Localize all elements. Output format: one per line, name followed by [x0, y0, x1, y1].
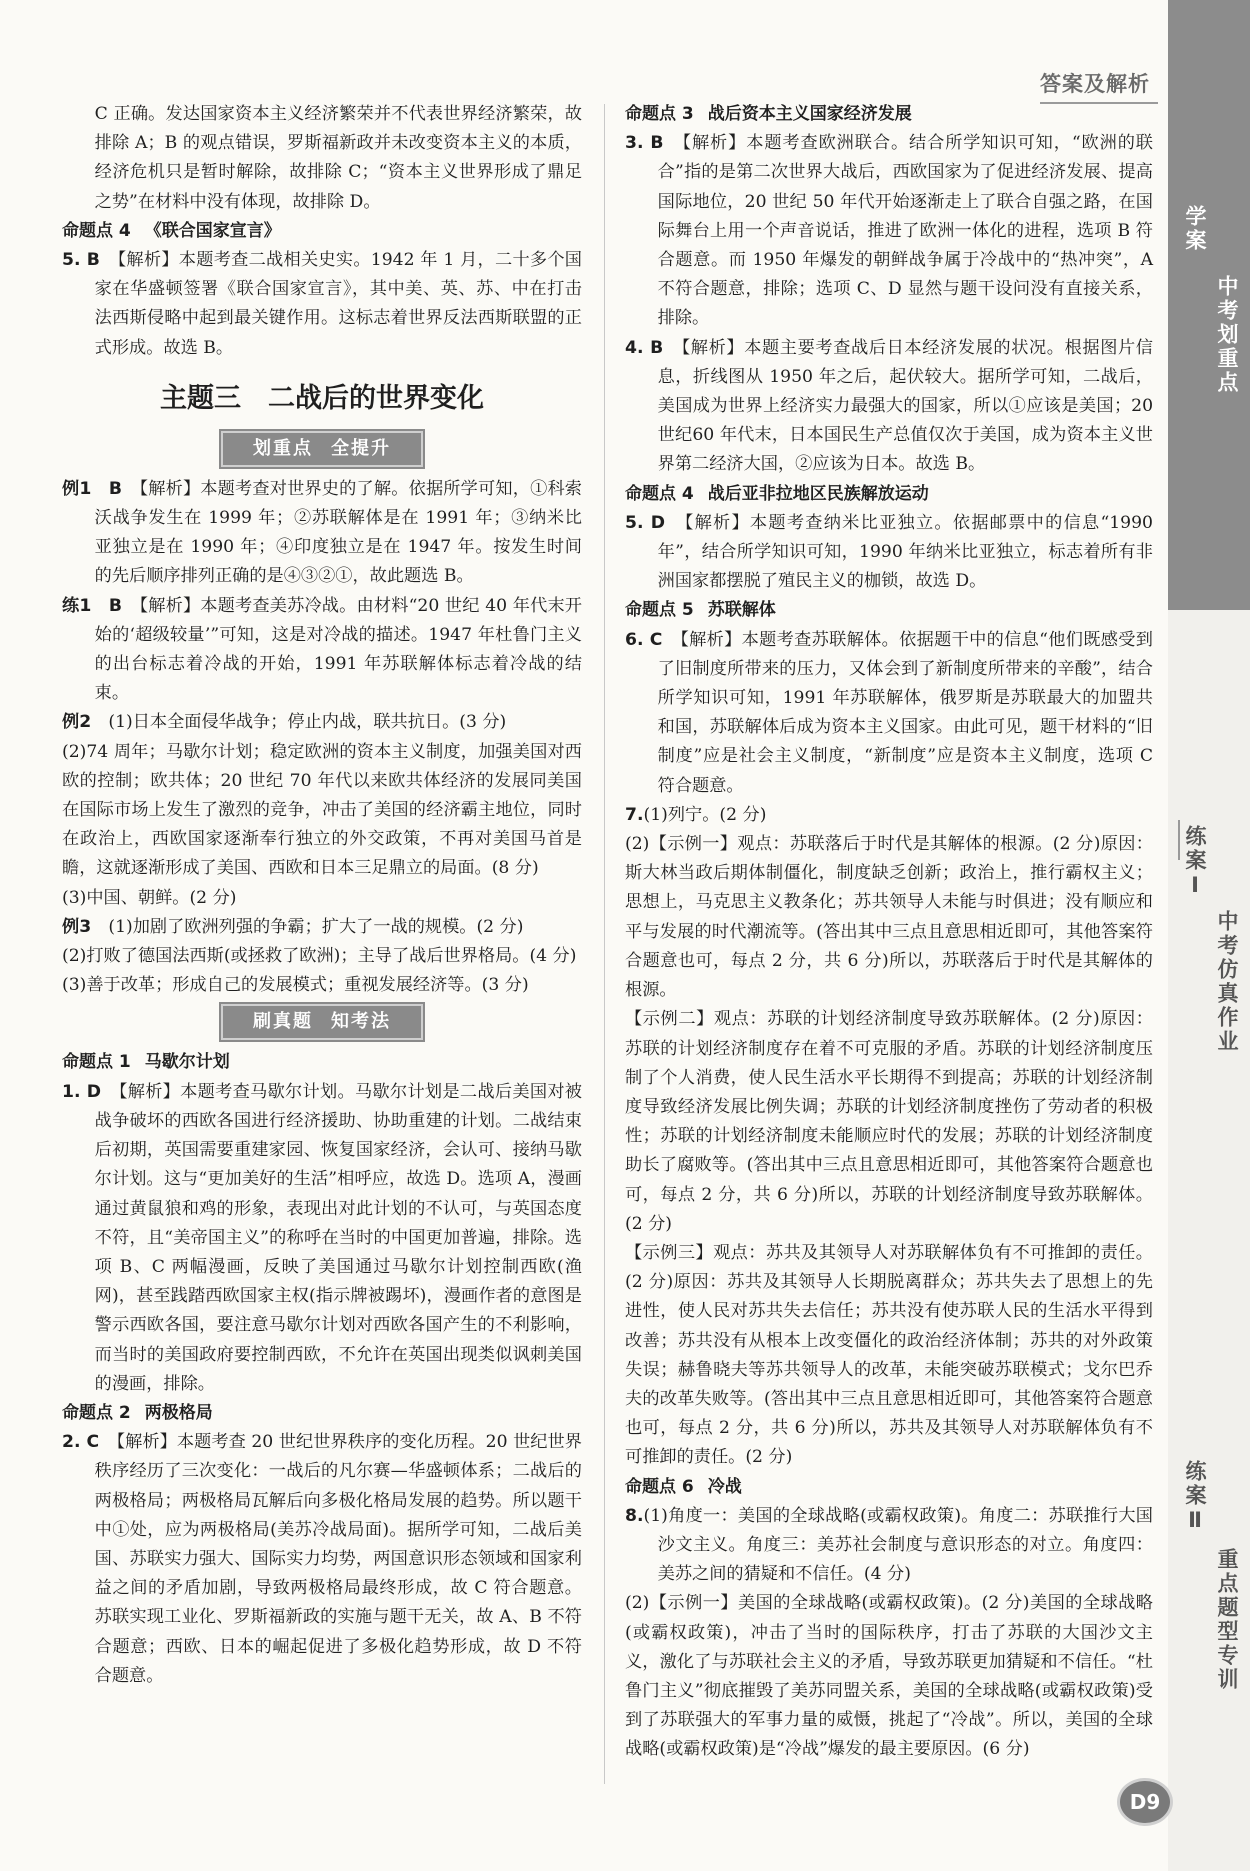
question-number: 练1 B [62, 595, 122, 616]
section-label: 命题点 2 [62, 1402, 131, 1423]
section-heading [625, 1473, 1153, 1502]
question-number: 4. B [625, 337, 664, 358]
side-tab-sublabel: 中考划重点 [1215, 275, 1239, 395]
answer-text: 【解析】本题考查二战相关史实。1942 年 1 月，二十多个国家在华盛顿签署《联合国家宣言》，其中美、英、苏、中在打击法西斯侵略中起到最关键作用。这标志着世界反法西斯联盟的正式形成。故选 B。 [94, 250, 582, 358]
section-label: 命题点 4 [625, 483, 694, 504]
answer-text: 【解析】本题考查欧洲联合。结合所学知识可知，“欧洲的联合”指的是第二次世界大战后，西欧国家为了促进经济发展、提高国际地位，20 世纪 50 年代开始逐渐走上了联合自强之路，在国际舞台上用一个声音说话，推进了欧洲一体化的进程，选项 B 符合题意。而 1950 年爆发的朝鲜战争属于冷战中的“热冲突”，A 不符合题意，排除；选项 C、D 显然与题干设问没有直接关系，排除。 [657, 133, 1153, 329]
section-banner [62, 1004, 582, 1044]
side-tab-label: 学案 [1183, 205, 1207, 253]
side-tabs [1168, 0, 1250, 1871]
section-heading [62, 1048, 582, 1077]
answer-item [62, 913, 582, 942]
question-number: 2. C [62, 1432, 100, 1453]
answer-item [625, 1502, 1153, 1590]
column-divider [604, 104, 605, 1784]
answer-part: (2)74 周年；马歇尔计划；稳定欧洲的资本主义制度，加强美国对西欧的控制；欧共体；20 世纪 70 年代以来欧共体经济的发展同美国在国际市场上发生了激烈的竞争，冲击了美国的经济霸主地位，同时在政治上，西欧国家逐渐奉行独立的外交政策，不再对美国马首是瞻，这就逐渐形成了美国、西欧和日本三足鼎立的局面。(8 分) [62, 741, 582, 879]
section-title: 冷战 [707, 1476, 742, 1497]
answer-part: (2)【示例一】观点：苏联落后于时代是其解体的根源。(2 分)原因：斯大林当政后期体制僵化，制度缺乏创新；政治上，推行霸权主义；思想上，马克思主义教条化；苏共领导人未能与时俱进；没有顺应和平与发展的时代潮流等。(答出其中三点且意思相近即可，其他答案符合题意也可，每点 2 分，共 6 分)所以，苏联落后于时代是其解体的根源。 [625, 834, 1153, 1001]
intro-paragraph: C 正确。发达国家资本主义经济繁荣并不代表世界经济繁荣，故排除 A；B 的观点错误，罗斯福新政并未改变资本主义的本质，经济危机只是暂时解除，故排除 C；“资本主义世界形成了鼎足之势”在材料中没有体现，故排除 D。 [94, 104, 582, 212]
section-title: 战后亚非拉地区民族解放运动 [707, 483, 929, 504]
theme-title: 主题三 二战后的世界变化 [160, 382, 484, 414]
answer-text: 【解析】本题主要考查战后日本经济发展的状况。根据图片信息，折线图从 1950 年之后，起伏较大。据所学可知，二战后，美国成为世界上经济实力最强大的国家，所以①应该是美国；20 世纪60 年代末，日本国民生产总值仅次于美国，成为资本主义世界第二经济大国，②应该为日本。故选 B。 [657, 337, 1153, 475]
answer-item [625, 801, 1153, 830]
section-label: 命题点 5 [625, 600, 694, 621]
banner-text: 全提升 [331, 437, 391, 459]
header-title: 答案及解析 [1040, 72, 1150, 96]
section-heading [62, 1399, 582, 1428]
answer-text: 【解析】本题考查美苏冷战。由材料“20 世纪 40 年代末开始的‘超级较量’”可知，这是对冷战的描述。1947 年杜鲁门主义的出台标志着冷战的开始，1991 年苏联解体标志着冷战的结束。 [94, 595, 582, 704]
section-title: 《联合国家宣言》 [144, 220, 281, 241]
answer-text: (1)加剧了欧洲列强的争霸；扩大了一战的规模。(2 分) [108, 916, 524, 937]
answer-text: (1)日本全面侵华战争；停止内战，联共抗日。(3 分) [108, 712, 507, 733]
question-number: 例3 [62, 916, 92, 937]
answer-item [62, 1078, 582, 1399]
section-title: 苏联解体 [707, 600, 776, 621]
answer-text: 【解析】本题考查苏联解体。依据题干中的信息“他们既感受到了旧制度所带来的压力，又体会到了新制度所带来的辛酸”，结合所学知识可知，1991 年苏联解体，俄罗斯是苏联最大的加盟共和国，苏联解体后成为资本主义国家。由此可见，题干材料的“旧制度”应是社会主义制度，“新制度”应是资本主义制度，选项 C 符合题意。 [657, 629, 1153, 796]
answer-part: (3)中国、朝鲜。(2 分) [62, 887, 237, 908]
section-label: 命题点 4 [62, 220, 131, 241]
banner-text: 知考法 [331, 1011, 391, 1033]
answer-part: (3)善于改革；形成自己的发展模式；重视发展经济等。(3 分) [62, 975, 529, 996]
answer-item [625, 626, 1153, 801]
side-tab-label: 练案Ⅰ [1183, 825, 1207, 900]
side-tab-sublabel: 重点题型专训 [1215, 1548, 1239, 1692]
section-heading [625, 596, 1153, 625]
answer-item [625, 509, 1153, 597]
section-title: 两极格局 [144, 1402, 213, 1423]
left-column [62, 100, 582, 1691]
question-number: 1. D [62, 1081, 102, 1102]
answer-part: 【示例二】观点：苏联的计划经济制度导致苏联解体。(2 分)原因：苏联的计划经济制度存在着不可克服的矛盾。苏联的计划经济制度压制了个人消费，使人民生活水平长期得不到提高；苏联的计划经济制度导致经济发展比例失调；苏联的计划经济制度挫伤了劳动者的积极性；苏联的计划经济制度未能顺应时代的发展；苏联的计划经济制度助长了腐败等。(答出其中三点且意思相近即可，其他答案符合题意也可，每点 2 分，共 6 分)所以，苏联的计划经济制度导致苏联解体。(2 分) [625, 1009, 1153, 1234]
answer-part: 【示例三】观点：苏共及其领导人对苏联解体负有不可推卸的责任。(2 分)原因：苏共及其领导人长期脱离群众；苏共失去了思想上的先进性，使人民对苏共失去信任；苏共没有使苏联人民的生活水平得到改善；苏共没有从根本上改变僵化的政治经济体制；苏共的对外政策失误；赫鲁晓夫等苏共领导人的改革，未能突破苏联模式；戈尔巴乔夫的改革失败等。(答出其中三点且意思相近即可，其他答案符合题意也可，每点 2 分，共 6 分)所以，苏共及其领导人对苏联解体负有不可推卸的责任。(2 分) [625, 1242, 1153, 1468]
question-number: 3. B [625, 133, 664, 154]
section-label: 命题点 3 [625, 104, 694, 124]
answer-item [62, 475, 582, 592]
answer-text: 【解析】本题考查对世界史的了解。依据所学可知，①科索沃战争发生在 1999 年；②苏联解体是在 1991 年；③纳米比亚独立是在 1990 年；④印度独立是在 1947 年。按发生时间的先后顺序排列正确的是④③②①，故此题选 B。 [94, 478, 582, 587]
question-number: 例2 [62, 712, 92, 733]
page-number: D9 [1120, 1781, 1170, 1823]
section-heading [62, 217, 582, 246]
answer-item [62, 1428, 582, 1691]
banner-text: 划重点 [253, 437, 313, 459]
answer-text: 【解析】本题考查马歇尔计划。马歇尔计划是二战后美国对被战争破坏的西欧各国进行经济援助、协助重建的计划。二战结束后初期，英国需要重建家园、恢复国家经济，会认可、接纳马歇尔计划。这与“更加美好的生活”相呼应，故选 D。选项 A，漫画通过黄鼠狼和鸡的形象，表现出对此计划的不认可，与英国态度不符，且“美帝国主义”的称呼在当时的中国更加普遍，排除。选项 B、C 两幅漫画，反映了美国通过马歇尔计划控制西欧(渔网)，甚至践踏西欧国家主权(指示牌被踢坏)，漫画作者的意图是警示西欧各国，要注意马歇尔计划对西欧各国产生的不利影响，而当时的美国政府要控制西欧，不允许在英国出现类似讽刺美国的漫画，排除。 [94, 1081, 582, 1394]
section-label: 命题点 1 [62, 1052, 131, 1073]
side-tab-sublabel: 中考仿真作业 [1215, 910, 1239, 1054]
question-number: 7. [625, 804, 644, 825]
answer-item [62, 592, 582, 709]
answer-text: (1)列宁。(2 分) [643, 804, 767, 825]
section-heading [625, 480, 1153, 509]
question-number: 5. B [62, 250, 100, 271]
question-number: 例1 B [62, 478, 122, 499]
question-number: 5. D [625, 512, 666, 533]
right-column [625, 100, 1153, 1765]
answer-item [625, 129, 1153, 333]
question-number: 6. C [625, 629, 663, 650]
question-number: 8. [625, 1505, 644, 1526]
answer-part: (2)【示例一】美国的全球战略(或霸权政策)。(2 分)美国的全球战略(或霸权政策)，冲击了当时的国际秩序，打击了苏联的大国沙文主义，激化了与苏联社会主义的矛盾，导致苏联更加猜疑和不信任。“杜鲁门主义”彻底摧毁了美苏同盟关系，美国的全球战略(或霸权政策)受到了苏联强大的军事力量的威慑，挑起了“冷战”。所以，美国的全球战略(或霸权政策)是“冷战”爆发的最主要原因。(6 分) [625, 1593, 1153, 1760]
answer-text: 【解析】本题考查 20 世纪世界秩序的变化历程。20 世纪世界秩序经历了三次变化：一战后的凡尔赛—华盛顿体系；二战后的两极格局；两极格局瓦解后向多极化格局发展的趋势。所以题干中①处，应为两极格局(美苏冷战局面)。据所学可知，二战后美国、苏联实力强大、国际实力均势，两国意识形态领域和国家利益之间的矛盾加剧，导致两极格局最终形成，故 C 符合题意。苏联实现工业化、罗斯福新政的实施与题干无关，故 A、B 不符合题意；西欧、日本的崛起促进了多极化趋势形成，故 D 不符合题意。 [94, 1432, 582, 1686]
answer-part: (2)打败了德国法西斯(或拯救了欧洲)；主导了战后世界格局。(4 分) [62, 946, 577, 967]
answer-item [625, 334, 1153, 480]
section-label: 命题点 6 [625, 1476, 694, 1497]
banner-text: 刷真题 [253, 1011, 313, 1033]
section-title: 马歇尔计划 [144, 1052, 230, 1073]
section-heading [625, 100, 1153, 129]
section-title: 战后资本主义国家经济发展 [707, 104, 912, 124]
section-banner [62, 431, 582, 471]
answer-item [62, 708, 582, 737]
answer-text: (1)角度一：美国的全球战略(或霸权政策)。角度二：苏联推行大国沙文主义。角度三：美苏社会制度与意识形态的对立。角度四：美苏之间的猜疑和不信任。(4 分) [643, 1505, 1153, 1585]
answer-item [62, 246, 582, 363]
side-tab-label: 练案Ⅱ [1183, 1460, 1207, 1535]
answer-text: 【解析】本题考查纳米比亚独立。依据邮票中的信息“1990 年”，结合所学知识可知，1990 年纳米比亚独立，标志着所有非洲国家都摆脱了殖民主义的枷锁，故选 D。 [657, 512, 1153, 592]
